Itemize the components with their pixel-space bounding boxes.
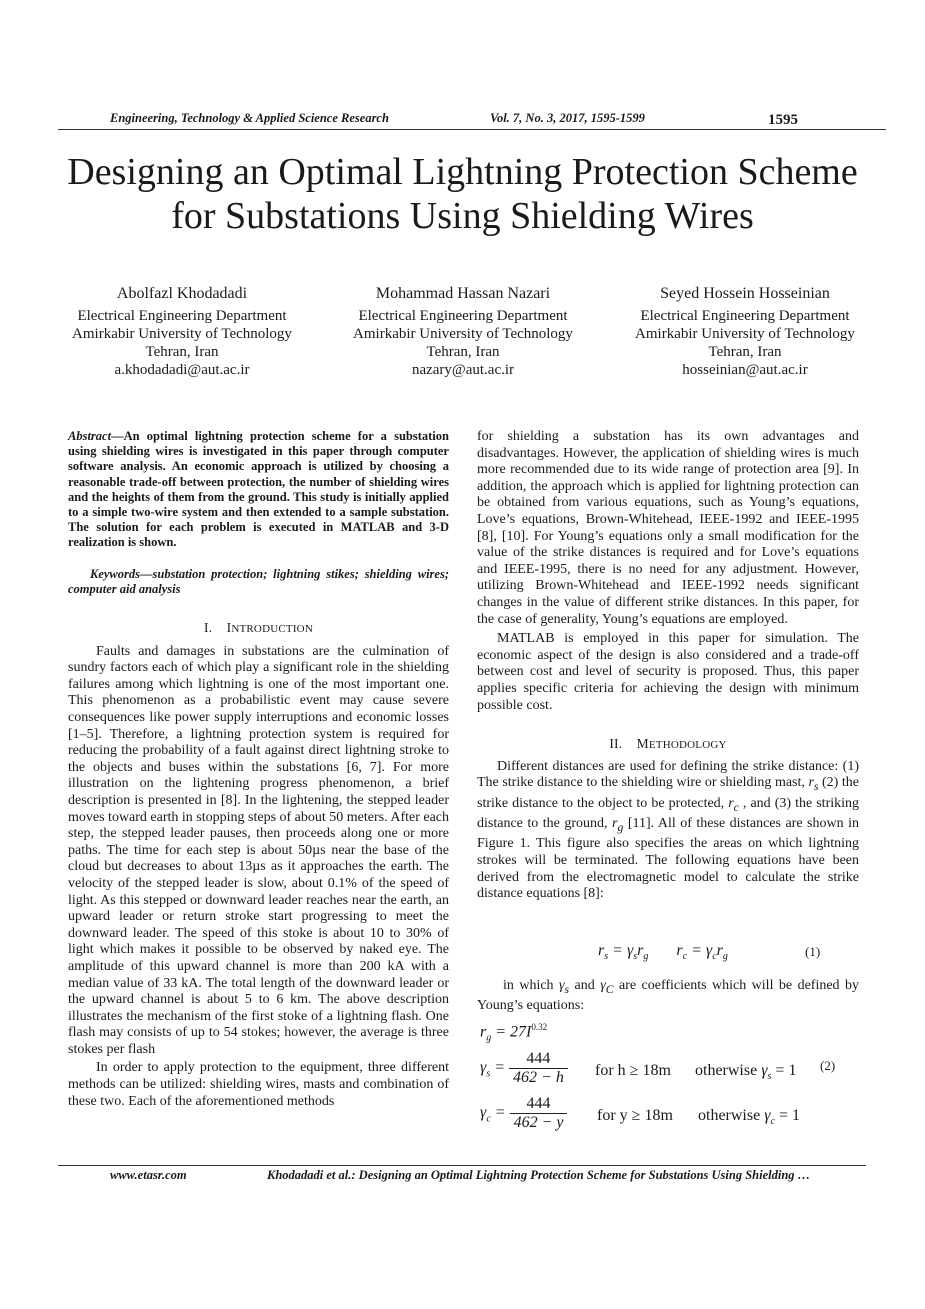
keywords: Keywords—substation protection; lightning stikes; shielding wires; computer aid analysis [68,566,449,596]
text-run: Different distances are used for defining the strike distance: (1) The strike distance to the shielding wire or shielding mast, [477,758,859,791]
section-title-rest: NTRODUCTION [231,623,313,636]
author-block [600,285,890,379]
header-rule [58,129,886,130]
equation-rg: $r_g = 27I^{0.32}$ [480,1022,548,1044]
section-heading [68,620,449,638]
abstract-label: Abstract [68,429,112,443]
author-city: Tehran, Iran [708,344,782,360]
fraction-denominator: 462 − h [513,1069,564,1086]
text-run: (2) the strike distance to the object to be protected, [477,775,860,811]
condition-s: for h ≥ 18m [595,1062,671,1079]
equation-1: $r_s = \gamma_sr_g$ $r_c = \gamma_cr_g$ [598,942,728,963]
fraction [509,1050,568,1087]
author-email: hosseinian@aut.ac.ir [682,362,808,378]
paragraph: In order to apply protection to the equipment, three different methods can be utilized: shielding wires, masts and combination of these two. Each of the aforementioned methods [68,1060,449,1109]
footer-citation: Khodadadi et al.: Designing an Optimal Lightning Protection Scheme for Substations Using Shielding … [267,1168,811,1182]
fraction [510,1095,568,1132]
author-dept: Electrical Engineering Department [358,308,568,324]
equation-number: (2) [820,1058,836,1073]
paragraph: in which $\gamma_s$ and $\gamma_C$ are coefficients which will be defined by Young’s equations: [477,978,860,1014]
paragraph: Different distances are used for defining the strike distance: (1) The strike distance to the shielding wire or shielding mast, $r_s$ (2) the strike distance to the object to be protected, $r_c$ , and (3) the striking distance to the ground, $r_g$ [11]. All of these distances are shown in Figure 1. This figure also specifies the areas on which lightning strokes will be terminated. The following equations have been derived from the electromagnetic model to calculate the strike distance equations [8]: [477,758,860,902]
abstract-text: —An optimal lightning protection scheme for a substation using shielding wires is investigated in this paper through computer software analysis. An economic approach is utilized by choosing a reasonable trade-off between protection, the number of shielding wires and the heights of them from the ground. This study is initially applied to a simple two-wire system and then extended to a sample substation. The solution for each problem is executed in MATLAB and 3-D realization is shown. [68,429,449,550]
text-run: , and (3) the striking distance to the ground, [477,795,860,832]
rg-exponent: 0.32 [531,1022,548,1032]
section-number: II. [609,736,623,752]
text-run: [11]. All of these distances are shown in Figure 1. This figure also specifies the areas on which lightning strokes will be terminated. The following equations have been derived from the electromagnetic model to calculate the strike distance equations [8]: [477,816,859,902]
section-title-initial: I [226,620,232,636]
fraction-denominator: 462 − y [513,1114,564,1131]
author-univ: Amirkabir University of Technology [72,326,292,342]
author-univ: Amirkabir University of Technology [353,326,573,342]
section-number: I. [204,620,213,636]
condition-c: for y ≥ 18m [597,1107,673,1124]
footer-rule [58,1165,866,1166]
author-name: Seyed Hossein Hosseinian [660,285,830,302]
author-name: Abolfazl Khodadadi [116,285,248,302]
title-line-1: Designing an Optimal Lightning Protection Scheme [67,151,858,193]
text-run: and [574,978,595,993]
author-block [318,285,608,379]
otherwise-s: otherwise $\gamma_s = 1$ [695,1062,797,1083]
paragraph: MATLAB is employed in this paper for simulation. The economic aspect of the design is also considered and a trade-off between cost and level of security is proposed. Thus, this paper applies specific criteria for achieving the design with minimum possible cost. [477,631,859,713]
author-name: Mohammad Hassan Nazari [375,285,551,302]
volume-info: Vol. 7, No. 3, 2017, 1595-1599 [490,111,645,125]
rg-rhs: = 27I [495,1023,532,1041]
page-number: 1595 [768,112,798,128]
equation-gamma-c: $\gamma_c$ = $\frac{444}{462 - y}$ [480,1095,567,1132]
title-line-2: for Substations Using Shielding Wires [171,195,754,237]
author-email: a.khodadadi@aut.ac.ir [114,362,250,378]
left-column [68,429,449,1110]
fraction-numerator: 444 [510,1095,568,1114]
author-univ: Amirkabir University of Technology [635,326,855,342]
abstract [68,429,449,551]
equation-gamma-s: $\gamma_s$ = $\frac{444}{462 - h}$ [480,1050,568,1087]
footer-site[interactable]: www.etasr.com [110,1168,187,1182]
equation-number: (1) [805,944,821,959]
section-title-rest: ETHODOLOGY [648,739,727,752]
journal-name: Engineering, Technology & Applied Science Research [110,111,389,125]
otherwise-c: otherwise $\gamma_c = 1$ [698,1107,800,1128]
text-run: are coefficients which will be defined by Young’s equations: [477,978,860,1014]
author-city: Tehran, Iran [145,344,219,360]
author-dept: Electrical Engineering Department [77,308,287,324]
author-city: Tehran, Iran [426,344,500,360]
paragraph: for shielding a substation has its own advantages and disadvantages. However, the application of shielding wires is much more recommended due to its wide range of protection area [9]. In addition, the approach which is applied for lightning protection can be obtained from various equations, such as Young’s equations, Love’s equations, Brown-Whitehead, IEEE-1992 and IEEE-1995 [8], [10]. For Young’s equations only a small modification for the value of the strike distances is required and for Love’s equations and IEEE-1995, there is no need for any adjustment. However, utilizing Brown-Whitehead and IEEE-1992 needs significant changes in the value of different strike distances. In this paper, for the case of generality, Young’s equations are employed. [477,429,859,627]
author-block [37,285,327,379]
author-email: nazary@aut.ac.ir [411,362,515,378]
text-run: in which [503,978,554,993]
fraction-numerator: 444 [509,1050,568,1069]
right-column [477,429,859,903]
section-heading [477,736,859,754]
author-dept: Electrical Engineering Department [640,308,850,324]
paper-title [40,150,885,238]
paragraph: Faults and damages in substations are the culmination of sundry factors each of which play a significant role in the shielding failures among which lightning is one of the most important one. This phenomenon as a probabilistic event may cause severe consequences like power supply interruptions and economic losses [1–5]. Therefore, a lightning protection system is required for reducing the probability of a fault against direct lightning stroke to the objects and buses within the substations [6, 7]. For more illustration on the lightening progress phenomenon, a brief description is presented in [8]. In the lightening, the stepped leader moves toward earth in stopping steps of about 50 meters. After each step, the stepped leader pauses, then proceeds along one or more paths. The time for each step is about 50µs near the base of the cloud but decreases to about 13µs as it approaches the earth. The velocity of the stepped leader is slow, about 0.1% of the speed of light. As this stepped or downward leader reaches near the earth, an upward leader or return stroke start progressing to meet the downward leader. The speed of this stoke is about 10 to 30% of light which makes it possible to be observed by naked eye. The amplitude of this upward channel is more than 200 kA with a median value of 33 kA. The total length of the downward leader or the upward channel is about 5 to 6 km. The above description illustrates the mechanism of the first stoke of a lightning flash. One flash may consists of up to 54 stokes; however, the average is three stokes per flash [68,643,450,1057]
section-title-initial: M [636,736,649,752]
